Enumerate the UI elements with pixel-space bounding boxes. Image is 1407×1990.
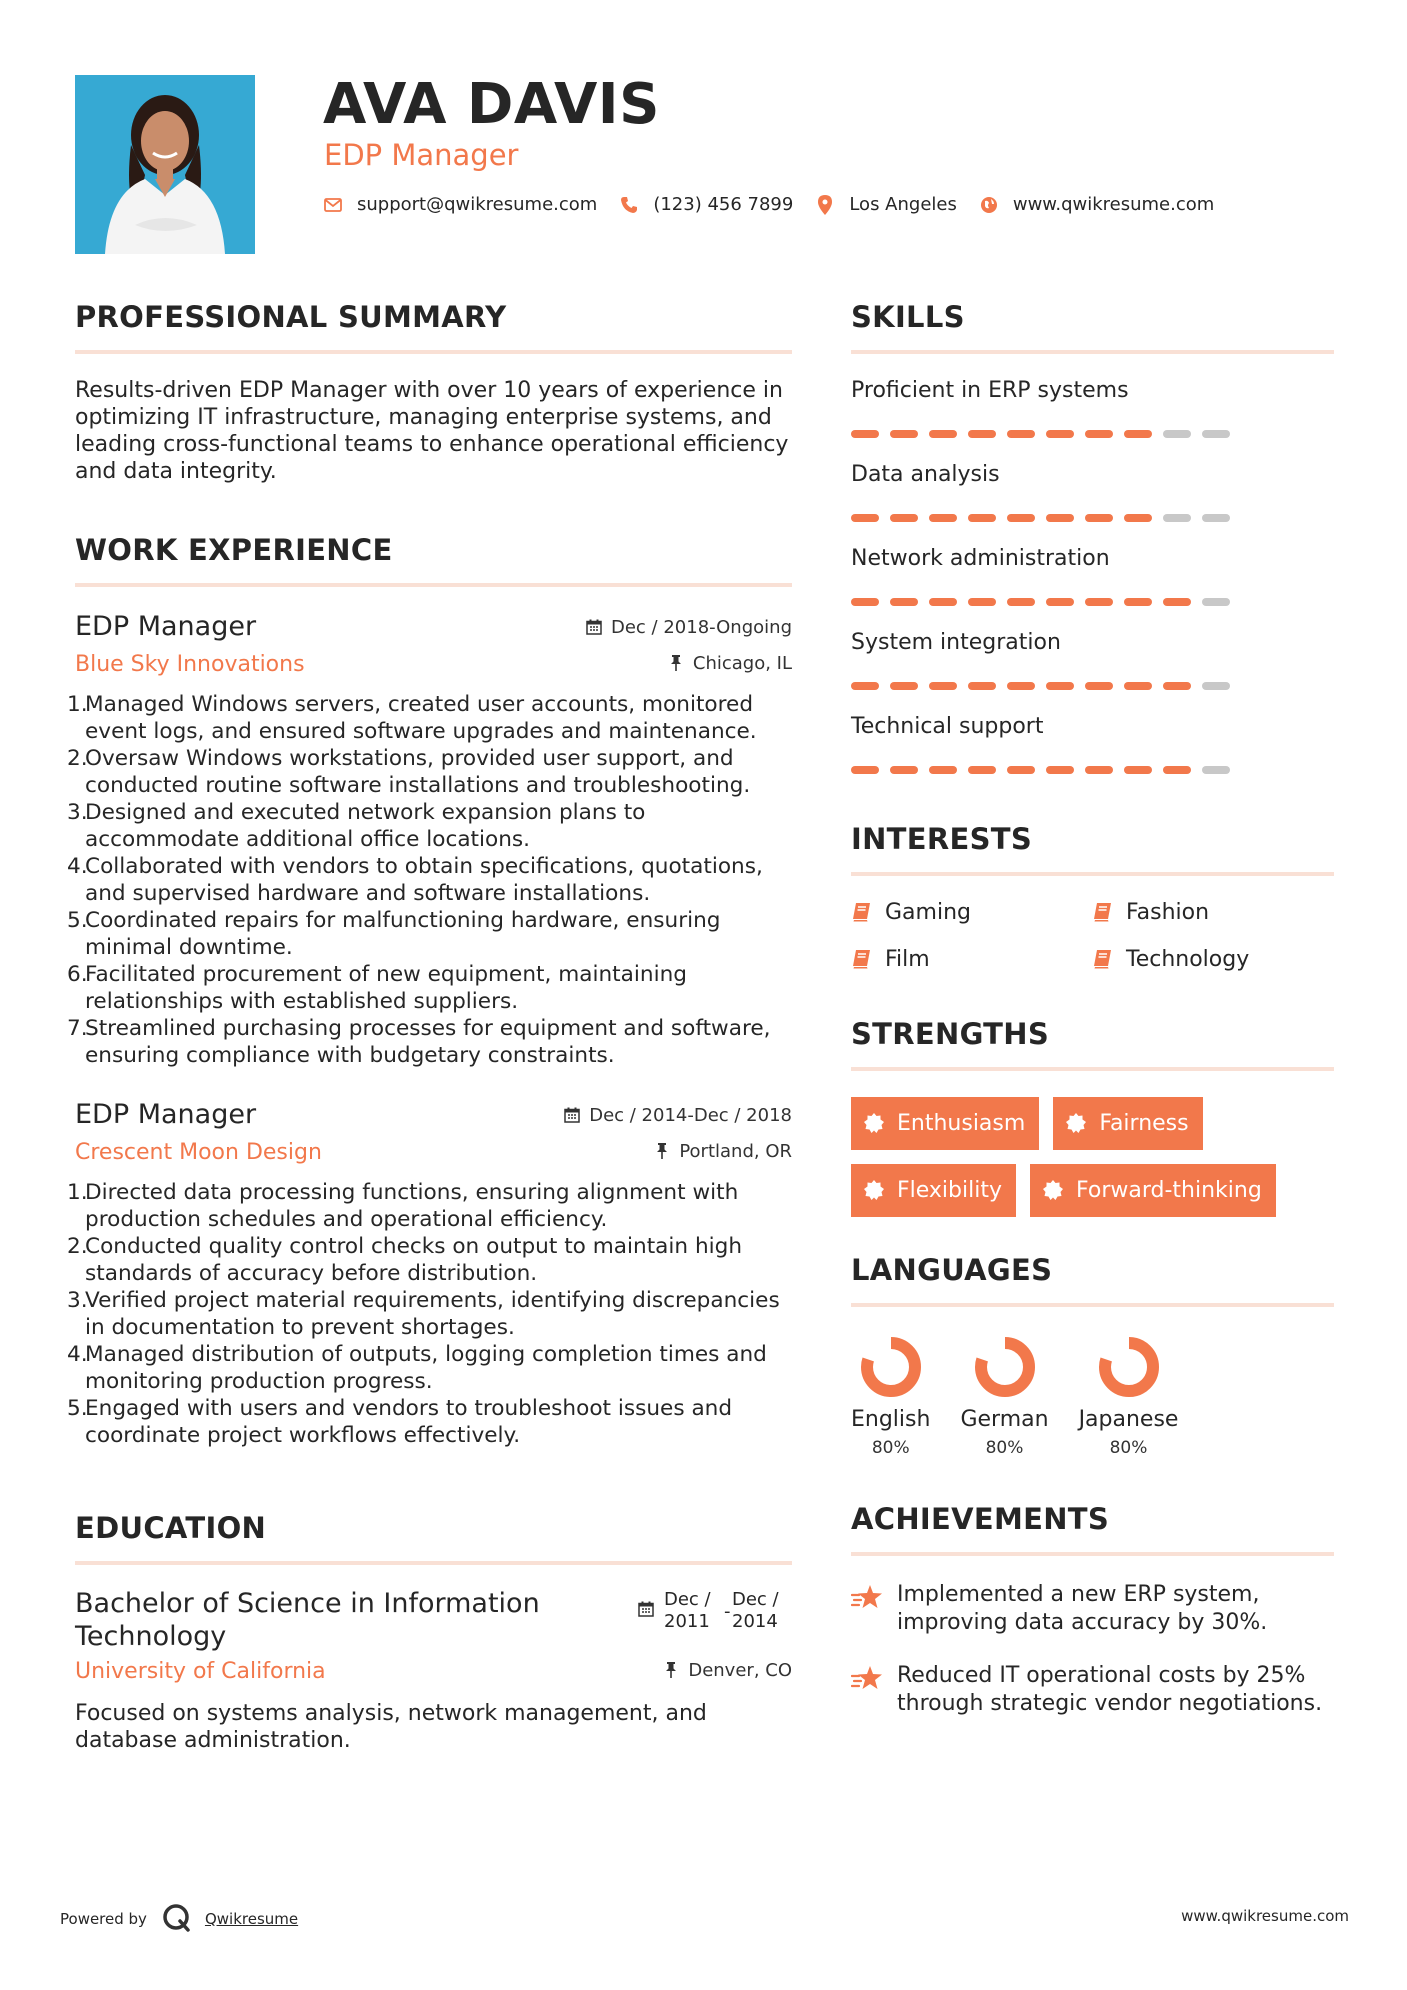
- strength-tag: Flexibility: [851, 1164, 1016, 1217]
- strength-tag: Forward-thinking: [1030, 1164, 1276, 1217]
- list-item: 4. Managed distribution of outputs, logging completion times and monitoring production progress.: [67, 1342, 767, 1394]
- skill-dot-empty: [1202, 430, 1230, 438]
- skill-dot-filled: [1046, 514, 1074, 522]
- skill-item: [851, 630, 1334, 690]
- skill-dot-filled: [1163, 682, 1191, 690]
- badge-icon: [1065, 1112, 1089, 1136]
- achievement-item: Reduced IT operational costs by 25% through strategic vendor negotiations.: [851, 1662, 1334, 1718]
- skill-dot-filled: [1085, 682, 1113, 690]
- skill-label: Technical support: [851, 714, 1044, 739]
- skill-dot-filled: [1124, 514, 1152, 522]
- language-percent: 80%: [985, 1438, 1024, 1458]
- contact-phone[interactable]: (123) 456 7899: [653, 194, 794, 215]
- skill-level-meter: [851, 598, 1334, 606]
- phone-icon: [619, 195, 639, 215]
- skill-dot-filled: [1163, 598, 1191, 606]
- strength-tag: Fairness: [1053, 1097, 1202, 1150]
- section-title: PROFESSIONAL SUMMARY: [75, 300, 507, 334]
- language-item: [960, 1335, 1048, 1458]
- language-ring-fill: [867, 1343, 915, 1391]
- skill-dot-filled: [929, 682, 957, 690]
- skill-dot-filled: [851, 430, 879, 438]
- skill-level-meter: [851, 682, 1334, 690]
- date-separator: -: [724, 1601, 731, 1622]
- skill-dot-filled: [929, 766, 957, 774]
- skill-dot-filled: [968, 682, 996, 690]
- skill-dot-empty: [1163, 430, 1191, 438]
- company-name: Crescent Moon Design: [75, 1140, 322, 1165]
- education-section: [75, 1511, 792, 1754]
- skill-dot-filled: [1124, 430, 1152, 438]
- book-icon: [851, 901, 875, 925]
- list-item: 1. Managed Windows servers, created user accounts, monitored event logs, and ensured software upgrades and maintenance.: [67, 692, 757, 744]
- book-icon: [851, 948, 875, 972]
- skill-dot-filled: [1046, 682, 1074, 690]
- list-item: 1. Directed data processing functions, ensuring alignment with production schedules and operational efficiency.: [67, 1180, 739, 1232]
- skill-dot-filled: [890, 682, 918, 690]
- list-item: 4. Collaborated with vendors to obtain specifications, quotations, and supervised hardware and software installations.: [67, 854, 763, 906]
- skill-dot-filled: [1007, 766, 1035, 774]
- skill-level-meter: [851, 430, 1334, 438]
- portrait-image: [75, 75, 255, 254]
- skill-dot-filled: [890, 514, 918, 522]
- skill-dot-filled: [1046, 430, 1074, 438]
- skill-label: Data analysis: [851, 462, 1000, 487]
- calendar-icon: [585, 618, 603, 636]
- skill-dot-filled: [1007, 430, 1035, 438]
- job-dates: Dec / 2018-Ongoing: [611, 616, 792, 638]
- list-item: 3. Designed and executed network expansion plans to accommodate additional office locations.: [67, 800, 646, 852]
- language-percent: 80%: [871, 1438, 910, 1458]
- list-item: 7. Streamlined purchasing processes for equipment and software, ensuring compliance with budgetary constraints.: [67, 1016, 771, 1068]
- job-dates: Dec / 2014-Dec / 2018: [589, 1104, 792, 1126]
- experience-section: [67, 533, 792, 1449]
- badge-icon: [863, 1179, 887, 1203]
- skill-dot-filled: [1163, 766, 1191, 774]
- school-location: Denver, CO: [688, 1659, 792, 1681]
- skill-dot-empty: [1202, 598, 1230, 606]
- left-column: [67, 300, 792, 1754]
- language-list: [851, 1335, 1334, 1458]
- section-title: WORK EXPERIENCE: [75, 533, 393, 567]
- skill-dot-filled: [890, 598, 918, 606]
- location-pin-icon: [815, 195, 835, 215]
- skill-dot-filled: [1085, 766, 1113, 774]
- candidate-role: EDP Manager: [324, 138, 519, 172]
- powered-by-label: Powered by: [60, 1910, 147, 1928]
- book-icon: [1092, 948, 1116, 972]
- skill-dot-filled: [968, 766, 996, 774]
- footer-powered-by: [60, 1902, 298, 1936]
- pushpin-icon: [653, 1142, 671, 1160]
- job-location: Chicago, IL: [692, 652, 792, 674]
- languages-section: [851, 1253, 1334, 1458]
- interest-item: Fashion: [1092, 900, 1333, 925]
- language-ring-gauge: [1097, 1335, 1161, 1399]
- section-title: ACHIEVEMENTS: [851, 1502, 1110, 1536]
- skill-label: System integration: [851, 630, 1061, 655]
- skill-dot-filled: [890, 766, 918, 774]
- section-divider: [851, 350, 1334, 354]
- interest-item: Gaming: [851, 900, 1092, 925]
- section-divider: [851, 872, 1334, 876]
- skill-level-meter: [851, 766, 1334, 774]
- calendar-icon: [563, 1106, 581, 1124]
- language-ring-fill: [1105, 1343, 1153, 1391]
- skills-section: [851, 300, 1334, 774]
- language-name: English: [851, 1407, 931, 1432]
- star-icon: [851, 1583, 885, 1613]
- list-item: 6. Facilitated procurement of new equipment, maintaining relationships with established suppliers.: [67, 962, 687, 1014]
- calendar-icon: [638, 1601, 656, 1619]
- section-title: STRENGTHS: [851, 1017, 1050, 1051]
- section-divider: [75, 1561, 792, 1565]
- edu-start-date: Dec / 2011: [664, 1589, 711, 1632]
- list-item: 5. Coordinated repairs for malfunctioning hardware, ensuring minimal downtime.: [67, 908, 721, 960]
- pushpin-icon: [662, 1661, 680, 1679]
- skill-dot-filled: [851, 598, 879, 606]
- profile-photo: [75, 75, 255, 254]
- section-divider: [75, 583, 792, 587]
- footer-website[interactable]: www.qwikresume.com: [1181, 1907, 1349, 1925]
- skill-dot-empty: [1202, 766, 1230, 774]
- skill-label: Network administration: [851, 546, 1110, 571]
- interests-section: [851, 822, 1334, 972]
- job-entry: [67, 611, 792, 1069]
- language-ring-gauge: [973, 1335, 1037, 1399]
- skill-dot-filled: [1085, 514, 1113, 522]
- section-title: LANGUAGES: [851, 1253, 1053, 1287]
- list-item: 2. Conducted quality control checks on output to maintain high standards of accuracy before distribution.: [67, 1234, 743, 1286]
- skill-dot-filled: [929, 514, 957, 522]
- skill-dot-filled: [1085, 430, 1113, 438]
- achievements-section: [851, 1502, 1334, 1718]
- contact-location: Los Angeles: [849, 194, 957, 215]
- skill-dot-filled: [929, 430, 957, 438]
- education-description: Focused on systems analysis, network management, and database administration.: [75, 1701, 707, 1753]
- company-name: Blue Sky Innovations: [75, 652, 305, 677]
- skill-dot-empty: [1163, 514, 1191, 522]
- language-ring-gauge: [859, 1335, 923, 1399]
- language-percent: 80%: [1109, 1438, 1148, 1458]
- strength-tag: Enthusiasm: [851, 1097, 1039, 1150]
- contact-bar: [323, 194, 1236, 215]
- skill-dot-filled: [1085, 598, 1113, 606]
- interest-item: Technology: [1092, 947, 1333, 972]
- section-divider: [851, 1552, 1334, 1556]
- mail-icon: [323, 195, 343, 215]
- skill-dot-filled: [1124, 598, 1152, 606]
- school-name: University of California: [75, 1659, 326, 1684]
- skill-item: [851, 462, 1334, 522]
- skill-dot-empty: [1202, 514, 1230, 522]
- skill-dot-filled: [1046, 598, 1074, 606]
- degree-title: Bachelor of Science in Information Technology: [75, 1588, 540, 1652]
- skill-dot-filled: [968, 598, 996, 606]
- section-divider: [75, 350, 792, 354]
- star-icon: [851, 1664, 885, 1694]
- pushpin-icon: [667, 654, 685, 672]
- skill-label: Proficient in ERP systems: [851, 378, 1129, 403]
- list-item: 2. Oversaw Windows workstations, provided user support, and conducted routine software installations and troubleshooting.: [67, 746, 751, 798]
- section-title: EDUCATION: [75, 1511, 267, 1545]
- section-title: SKILLS: [851, 300, 965, 334]
- contact-website[interactable]: www.qwikresume.com: [1012, 194, 1215, 215]
- duty-list: [67, 691, 792, 1069]
- edu-end-date: Dec / 2014: [732, 1589, 779, 1632]
- job-entry: [67, 1099, 792, 1449]
- job-title: EDP Manager: [75, 1099, 257, 1130]
- skill-dot-filled: [1007, 682, 1035, 690]
- job-location: Portland, OR: [679, 1140, 792, 1162]
- skill-dot-filled: [1007, 598, 1035, 606]
- skill-dot-filled: [929, 598, 957, 606]
- candidate-name: AVA DAVIS: [323, 72, 660, 137]
- section-divider: [851, 1303, 1334, 1307]
- skill-item: [851, 714, 1334, 774]
- skill-dot-filled: [1046, 766, 1074, 774]
- skill-dot-filled: [1007, 514, 1035, 522]
- summary-text: Results-driven EDP Manager with over 10 years of experience in optimizing IT infrastructure, managing enterprise systems, and leading cross-functional teams to enhance operational efficiency and data integrity.: [75, 378, 789, 484]
- skill-dot-filled: [968, 514, 996, 522]
- list-item: 3. Verified project material requirements, identifying discrepancies in documentation to prevent shortages.: [67, 1288, 780, 1340]
- skill-dot-filled: [851, 766, 879, 774]
- skill-dot-filled: [851, 514, 879, 522]
- interest-item: Film: [851, 947, 1092, 972]
- duty-list: [67, 1179, 792, 1449]
- skill-dot-empty: [1202, 682, 1230, 690]
- section-title: INTERESTS: [851, 822, 1033, 856]
- badge-icon: [863, 1112, 887, 1136]
- section-divider: [851, 1067, 1334, 1071]
- qwikresume-logo-icon: [161, 1902, 195, 1936]
- skill-dot-filled: [851, 682, 879, 690]
- badge-icon: [1042, 1179, 1066, 1203]
- right-column: [851, 300, 1334, 1718]
- achievement-item: Implemented a new ERP system, improving data accuracy by 30%.: [851, 1581, 1334, 1637]
- language-ring-fill: [981, 1343, 1029, 1391]
- list-item: 5. Engaged with users and vendors to troubleshoot issues and coordinate project workflows effectively.: [67, 1396, 733, 1448]
- globe-icon: [979, 195, 999, 215]
- strengths-section: [851, 1017, 1334, 1217]
- language-item: [851, 1335, 930, 1458]
- job-title: EDP Manager: [75, 611, 257, 642]
- skill-dot-filled: [1124, 766, 1152, 774]
- skills-list: [851, 378, 1334, 774]
- brand-link[interactable]: Qwikresume: [204, 1910, 299, 1928]
- language-item: [1079, 1335, 1179, 1458]
- language-name: Japanese: [1078, 1407, 1179, 1432]
- summary-section: [75, 300, 792, 485]
- skill-item: [851, 378, 1334, 438]
- skill-dot-filled: [968, 430, 996, 438]
- skill-dot-filled: [890, 430, 918, 438]
- contact-email[interactable]: support@qwikresume.com: [357, 194, 598, 215]
- book-icon: [1092, 901, 1116, 925]
- skill-dot-filled: [1124, 682, 1152, 690]
- skill-item: [851, 546, 1334, 606]
- skill-level-meter: [851, 514, 1334, 522]
- language-name: German: [960, 1407, 1049, 1432]
